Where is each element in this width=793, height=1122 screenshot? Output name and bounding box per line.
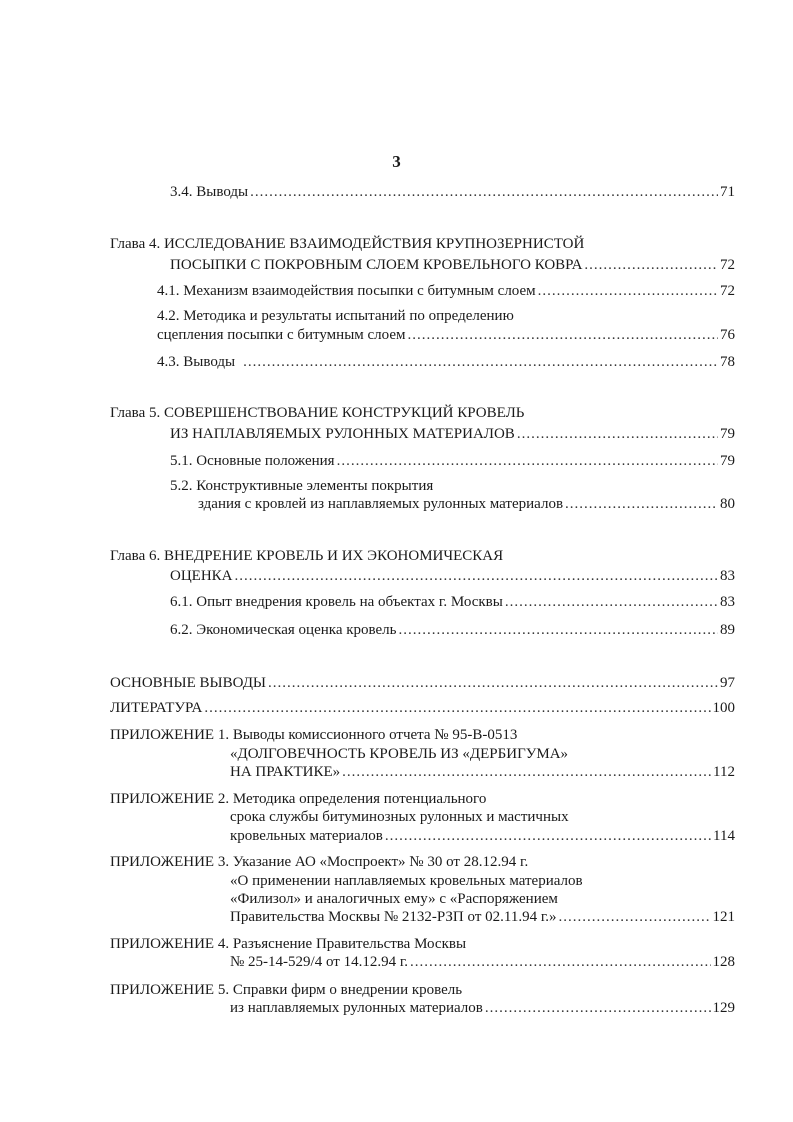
- leader-dots: [517, 424, 718, 444]
- toc-page: 72: [720, 257, 735, 273]
- toc-page: 79: [720, 453, 735, 469]
- leader-dots: [385, 826, 711, 846]
- leader-dots: [410, 952, 710, 972]
- toc-chapter-6-title: Глава 6. ВНЕДРЕНИЕ КРОВЕЛЬ И ИХ ЭКОНОМИЧЕСКАЯ: [110, 548, 504, 564]
- toc-appendix-3-title: ПРИЛОЖЕНИЕ 3. Указание АО «Моспроект» № 30 от 28.12.94 г.: [110, 854, 529, 870]
- toc-chapter-5-title: Глава 5. СОВЕРШЕНСТВОВАНИЕ КОНСТРУКЦИЙ КРОВЕЛЬ: [110, 405, 525, 421]
- toc-chapter-5: [170, 424, 735, 444]
- toc-chapter-4-title: Глава 4. ИССЛЕДОВАНИЕ ВЗАИМОДЕЙСТВИЯ КРУПНОЗЕРНИСТОЙ: [110, 236, 585, 252]
- toc-label: № 25-14-529/4 от 14.12.94 г.: [230, 954, 409, 970]
- toc-label: кровельных материалов: [230, 828, 383, 844]
- toc-entry-5-2: [198, 494, 735, 514]
- toc-appendix-5-title: ПРИЛОЖЕНИЕ 5. Справки фирм о внедрении кровель: [110, 982, 463, 998]
- toc-label: Правительства Москвы № 2132-РЗП от 02.11.94 г.»: [230, 909, 557, 925]
- toc-label: сцепления посыпки с битумным слоем: [157, 327, 406, 343]
- toc-conclusions: [110, 673, 735, 693]
- toc-label: из наплавляемых рулонных материалов: [230, 1000, 483, 1016]
- toc-label: 5.1. Основные положения: [170, 453, 335, 469]
- toc-entry-6-2: [170, 620, 735, 640]
- toc-page: 128: [712, 954, 735, 970]
- page-number: 3: [392, 152, 401, 171]
- toc-chapter-6: [170, 566, 735, 586]
- toc-page: 79: [720, 426, 735, 442]
- toc-entry-4-2-title: 4.2. Методика и результаты испытаний по определению: [157, 308, 514, 324]
- leader-dots: [243, 352, 718, 372]
- toc-label: здания с кровлей из наплавляемых рулонных материалов: [198, 496, 564, 512]
- toc-appendix-1-title: ПРИЛОЖЕНИЕ 1. Выводы комиссионного отчета № 95-В-0513: [110, 727, 518, 743]
- leader-dots: [565, 494, 718, 514]
- toc-label: ОЦЕНКА: [170, 568, 233, 584]
- toc-appendix-3: [230, 907, 735, 927]
- toc-label: ПОСЫПКИ С ПОКРОВНЫМ СЛОЕМ КРОВЕЛЬНОГО КОВРА: [170, 257, 583, 273]
- toc-entry-3-4: [170, 182, 735, 202]
- toc-appendix-2-subtitle: срока службы битуминозных рулонных и мастичных: [230, 809, 569, 825]
- toc-appendix-3-subtitle-1: «О применении наплавляемых кровельных материалов: [230, 873, 583, 889]
- toc-page: 100: [712, 700, 735, 716]
- toc-page: 80: [720, 496, 735, 512]
- toc-label: ОСНОВНЫЕ ВЫВОДЫ: [110, 675, 267, 691]
- toc-label: 6.1. Опыт внедрения кровель на объектах г. Москвы: [170, 594, 503, 610]
- toc-label: 4.1. Механизм взаимодействия посыпки с битумным слоем: [157, 283, 536, 299]
- toc-page: 83: [720, 594, 735, 610]
- toc-appendix-5: [230, 998, 735, 1018]
- toc-entry-4-1: [157, 281, 735, 301]
- toc-page: 89: [720, 622, 735, 638]
- toc-label: 3.4. Выводы: [170, 184, 249, 200]
- toc-entry-4-3: [157, 352, 735, 372]
- toc-appendix-4-title: ПРИЛОЖЕНИЕ 4. Разъяснение Правительства Москвы: [110, 936, 467, 952]
- toc-page: 129: [712, 1000, 735, 1016]
- toc-entry-5-1: [170, 451, 735, 471]
- leader-dots: [268, 673, 718, 693]
- toc-appendix-1: [230, 762, 735, 782]
- toc-page: 97: [720, 675, 735, 691]
- toc-page: 112: [713, 764, 735, 780]
- toc-literature: [110, 698, 735, 718]
- leader-dots: [204, 698, 710, 718]
- toc-chapter-4: [170, 255, 735, 275]
- toc-appendix-2: [230, 826, 735, 846]
- leader-dots: [559, 907, 711, 927]
- toc-appendix-2-title: ПРИЛОЖЕНИЕ 2. Методика определения потенциального: [110, 791, 487, 807]
- toc-label: ИЗ НАПЛАВЛЯЕМЫХ РУЛОННЫХ МАТЕРИАЛОВ: [170, 426, 515, 442]
- toc-page: 78: [720, 354, 735, 370]
- leader-dots: [342, 762, 711, 782]
- toc-entry-5-2-title: 5.2. Конструктивные элементы покрытия: [170, 478, 434, 494]
- leader-dots: [485, 998, 711, 1018]
- toc-page: 71: [720, 184, 735, 200]
- leader-dots: [505, 592, 718, 612]
- leader-dots: [584, 255, 718, 275]
- toc-appendix-4: [230, 952, 735, 972]
- leader-dots: [235, 566, 719, 586]
- toc-label: 4.3. Выводы: [157, 354, 236, 370]
- leader-dots: [399, 620, 719, 640]
- toc-page: 121: [712, 909, 735, 925]
- toc-page: 72: [720, 283, 735, 299]
- leader-dots: [250, 182, 718, 202]
- toc-label: ЛИТЕРАТУРА: [110, 700, 203, 716]
- toc-page: 83: [720, 568, 735, 584]
- leader-dots: [408, 325, 719, 345]
- toc-label: НА ПРАКТИКЕ»: [230, 764, 341, 780]
- toc-appendix-1-subtitle: «ДОЛГОВЕЧНОСТЬ КРОВЕЛЬ ИЗ «ДЕРБИГУМА»: [230, 746, 569, 762]
- toc-entry-6-1: [170, 592, 735, 612]
- toc-appendix-3-subtitle-2: «Филизол» и аналогичных ему» с «Распоряжением: [230, 891, 558, 907]
- toc-page: 114: [713, 828, 735, 844]
- leader-dots: [538, 281, 718, 301]
- toc-entry-4-2: [157, 325, 735, 345]
- toc-label: 6.2. Экономическая оценка кровель: [170, 622, 397, 638]
- toc-page: 76: [720, 327, 735, 343]
- leader-dots: [337, 451, 718, 471]
